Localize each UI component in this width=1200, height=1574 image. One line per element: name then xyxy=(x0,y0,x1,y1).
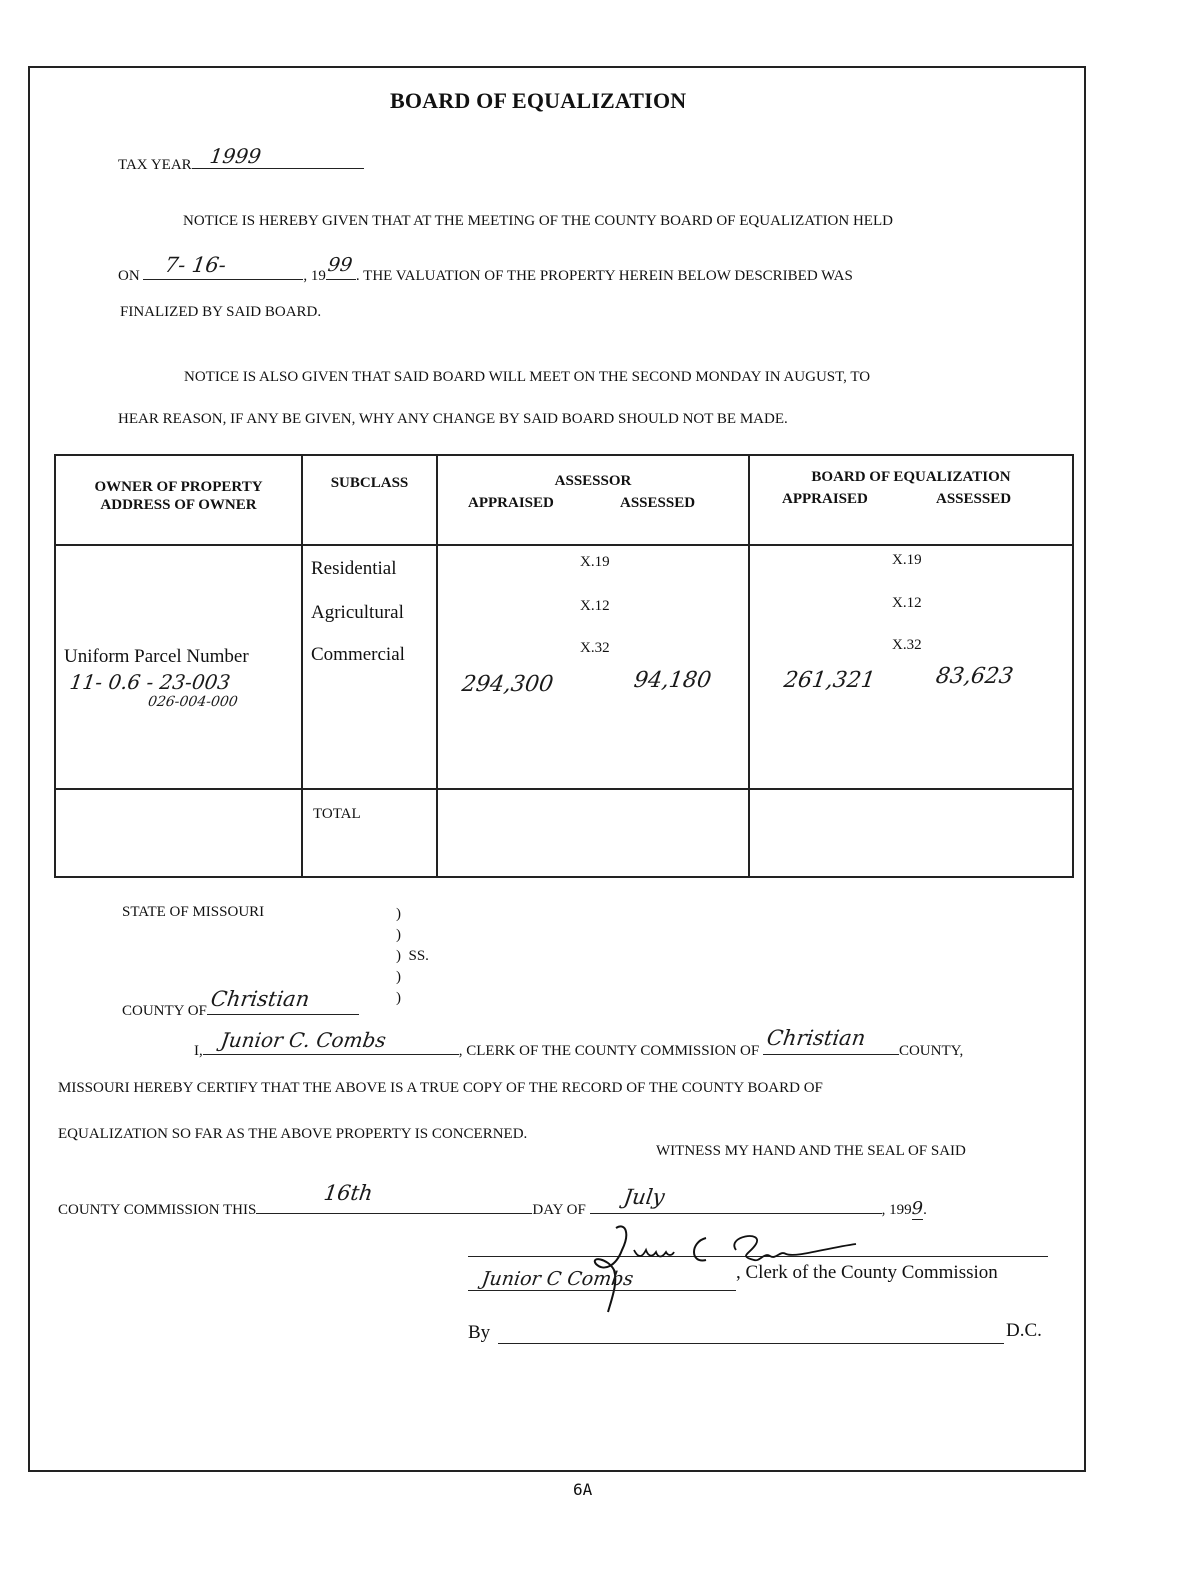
total-board-cell xyxy=(749,789,1073,877)
notice2-line1: NOTICE IS ALSO GIVEN THAT SAID BOARD WILL MEET ON THE SECOND MONDAY IN AUGUST, TO xyxy=(184,369,871,385)
commission-this-label: COUNTY COMMISSION THIS xyxy=(58,1202,257,1218)
meeting-date-field xyxy=(143,253,303,280)
tax-year-label: TAX YEAR xyxy=(118,157,192,173)
subclass-commercial: Commercial xyxy=(311,644,405,665)
assessor-rate-residential: X.19 xyxy=(580,554,610,570)
notice1-on-label: ON xyxy=(118,268,140,284)
year-prefix: , 199 xyxy=(881,1202,912,1218)
assessor-assessed-value: 94,180 xyxy=(632,668,713,693)
certification-line3: EQUALIZATION SO FAR AS THE ABOVE PROPERTY IS CONCERNED. xyxy=(58,1126,528,1142)
parcel-number-line2: 026-004-000 xyxy=(146,694,239,710)
year-suffix: . xyxy=(923,1202,927,1218)
table-header-row xyxy=(55,455,1073,545)
subclass-header: SUBCLASS xyxy=(330,475,409,491)
by-line xyxy=(498,1343,1004,1344)
parcel-label: Uniform Parcel Number xyxy=(64,646,249,667)
printed-name-line xyxy=(468,1290,736,1291)
assessor-header-cell xyxy=(437,455,749,545)
clerk-title: , Clerk of the County Commission xyxy=(736,1262,998,1283)
total-owner-cell xyxy=(55,789,302,877)
ss-label: SS. xyxy=(408,948,429,964)
board-rate-residential: X.19 xyxy=(892,552,922,568)
notice1-line2 xyxy=(118,253,853,285)
day-of-label: DAY OF xyxy=(532,1202,586,1218)
subclass-residential: Residential xyxy=(311,558,397,579)
notice2-line2: HEAR REASON, IF ANY BE GIVEN, WHY ANY CHANGE BY SAID BOARD SHOULD NOT BE MADE. xyxy=(118,411,788,427)
board-header-cell xyxy=(749,455,1073,545)
board-values-cell xyxy=(749,545,1073,789)
month-value: July xyxy=(621,1185,666,1209)
subclass-header-cell xyxy=(302,455,437,545)
meeting-year-field xyxy=(326,254,356,280)
total-assessor-cell xyxy=(437,789,749,877)
certification-i-label: I, xyxy=(194,1043,203,1059)
cert-county-field xyxy=(763,1026,899,1055)
notice1-line1: NOTICE IS HEREBY GIVEN THAT AT THE MEETING OF THE COUNTY BOARD OF EQUALIZATION HELD xyxy=(183,213,893,229)
assessor-assessed-header: ASSESSED xyxy=(620,495,696,511)
state-label: STATE OF MISSOURI xyxy=(122,904,265,920)
certification-line1 xyxy=(194,1026,964,1060)
board-rate-commercial: X.32 xyxy=(892,637,922,653)
assessor-appraised-value: 294,300 xyxy=(460,672,555,697)
cert-county-value: Christian xyxy=(765,1026,867,1050)
commission-date-row xyxy=(58,1181,927,1219)
board-assessed-header: ASSESSED xyxy=(936,491,1012,507)
printed-name-value: Junior C Combs xyxy=(480,1268,635,1290)
assessor-values-cell xyxy=(437,545,749,789)
page-number: 6A xyxy=(573,1480,593,1499)
jurisdiction-brackets: ) ) ) SS. ) ) xyxy=(396,906,429,1006)
valuation-table xyxy=(54,454,1074,878)
owner-cell xyxy=(55,545,302,789)
meeting-date-value: 7- 16- xyxy=(163,253,229,277)
printed-name-field xyxy=(468,1264,736,1288)
board-appraised-value: 261,321 xyxy=(782,668,877,693)
by-label: By xyxy=(468,1322,491,1343)
clerk-name-field xyxy=(203,1028,459,1055)
notice1-line2-rest: . THE VALUATION OF THE PROPERTY HEREIN BELOW DESCRIBED WAS xyxy=(355,268,853,284)
assessor-header: ASSESSOR xyxy=(554,473,632,489)
dc-label: D.C. xyxy=(1006,1320,1042,1341)
assessor-appraised-header: APPRAISED xyxy=(468,495,554,511)
year-value: 9 xyxy=(911,1198,924,1219)
subclass-agricultural: Agricultural xyxy=(311,602,404,623)
certification-clerk-text: , CLERK OF THE COUNTY COMMISSION OF xyxy=(458,1043,760,1059)
day-value: 16th xyxy=(322,1181,375,1205)
subclass-cell xyxy=(302,545,437,789)
county-label: COUNTY OF xyxy=(122,1003,207,1019)
county-row xyxy=(122,987,359,1020)
county-value: Christian xyxy=(209,987,311,1011)
board-appraised-header: APPRAISED xyxy=(782,491,868,507)
board-rate-agricultural: X.12 xyxy=(892,595,922,611)
assessor-rate-agricultural: X.12 xyxy=(580,598,610,614)
meeting-year-value: 99 xyxy=(326,254,354,276)
total-label: TOTAL xyxy=(313,806,361,822)
tax-year-row xyxy=(118,144,364,174)
table-total-row xyxy=(55,789,1073,877)
total-label-cell xyxy=(302,789,437,877)
owner-header-line1: OWNER OF PROPERTY xyxy=(94,479,263,495)
owner-header-line2: ADDRESS OF OWNER xyxy=(100,497,257,513)
day-field xyxy=(256,1181,532,1214)
notice1-year-prefix: , 19 xyxy=(303,268,326,284)
certification-county-word: COUNTY, xyxy=(898,1043,964,1059)
table-body-row xyxy=(55,545,1073,789)
board-header: BOARD OF EQUALIZATION xyxy=(811,469,1011,485)
notice1-line3: FINALIZED BY SAID BOARD. xyxy=(120,304,322,320)
tax-year-value: 1999 xyxy=(207,144,263,168)
page-title: BOARD OF EQUALIZATION xyxy=(390,88,687,113)
board-assessed-value: 83,623 xyxy=(934,664,1015,689)
clerk-name-value: Junior C. Combs xyxy=(219,1028,388,1052)
month-field xyxy=(590,1185,882,1214)
certification-line2: MISSOURI HEREBY CERTIFY THAT THE ABOVE IS A TRUE COPY OF THE RECORD OF THE COUNTY BOARD OF xyxy=(58,1080,823,1096)
parcel-number-line1: 11- 0.6 - 23-003 xyxy=(68,670,232,694)
owner-header-cell xyxy=(55,455,302,545)
tax-year-field xyxy=(192,144,364,169)
witness-text: WITNESS MY HAND AND THE SEAL OF SAID xyxy=(656,1143,966,1159)
county-field xyxy=(207,987,359,1015)
assessor-rate-commercial: X.32 xyxy=(580,640,610,656)
